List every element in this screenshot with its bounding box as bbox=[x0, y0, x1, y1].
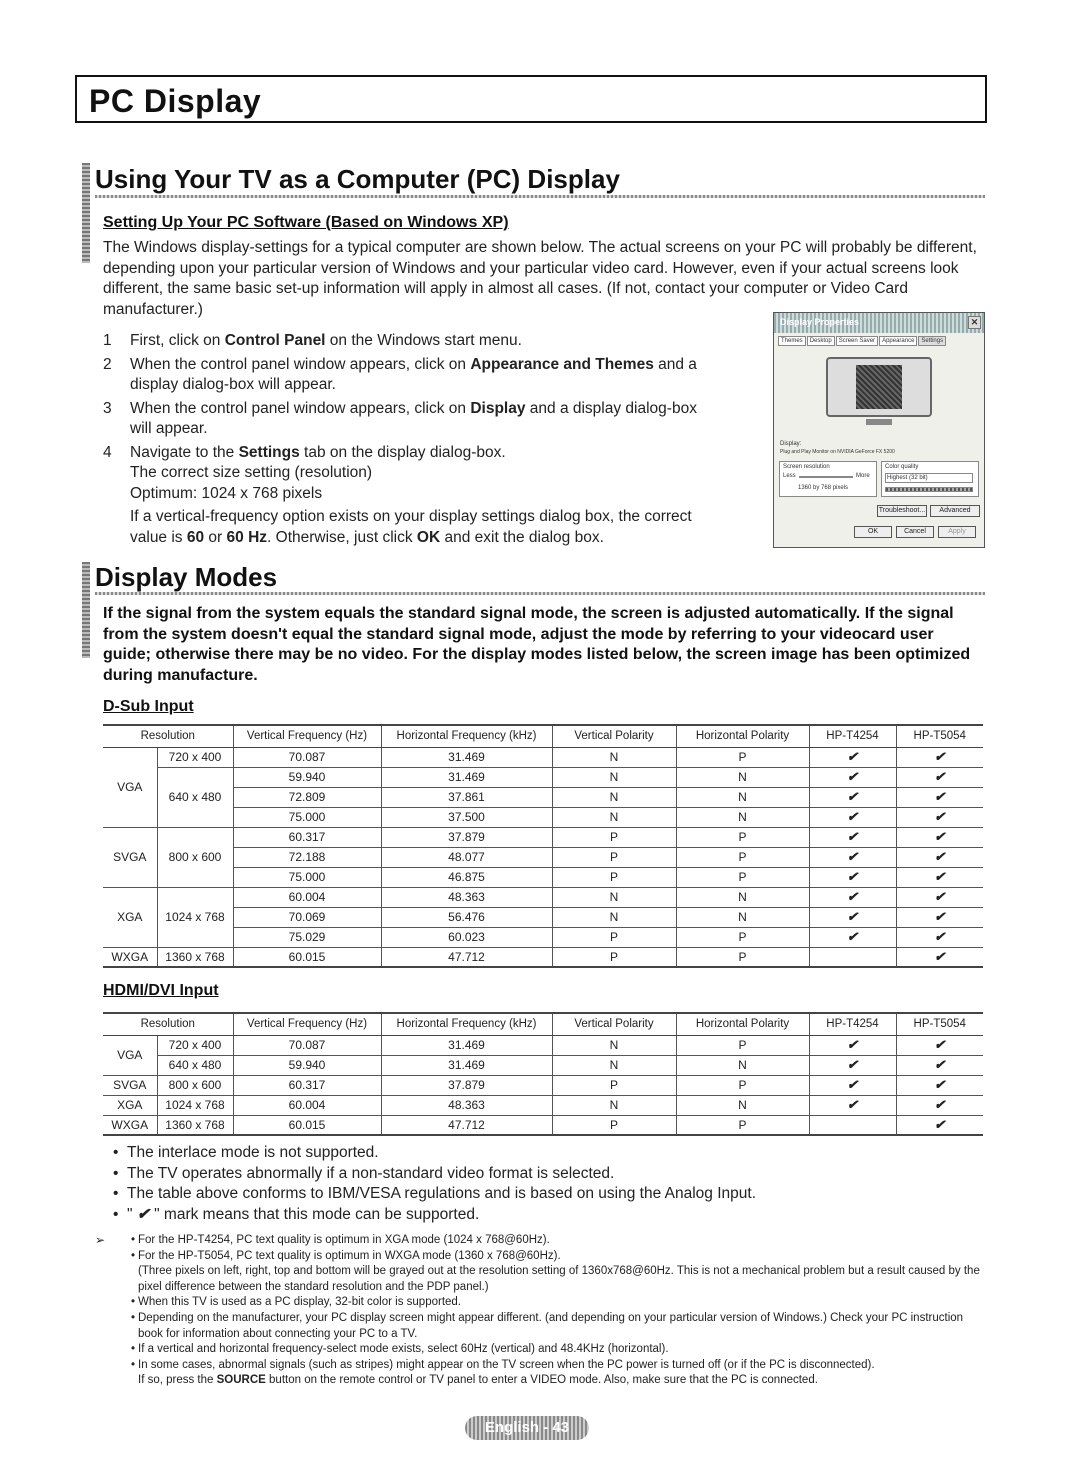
step-3 bbox=[103, 399, 713, 440]
check-icon: ✔ bbox=[896, 1115, 983, 1135]
hf-cell: 31.469 bbox=[381, 767, 552, 787]
step-number: 3 bbox=[103, 399, 112, 417]
vp-cell: N bbox=[552, 807, 676, 827]
section-rule bbox=[95, 592, 985, 595]
vf-cell: 75.000 bbox=[233, 807, 381, 827]
note-item: • The table above conforms to IBM/VESA regulations and is based on using the Analog Input. bbox=[113, 1184, 756, 1205]
vf-cell: 60.317 bbox=[233, 827, 381, 847]
color-value: Highest (32 bit) bbox=[887, 475, 928, 481]
check-icon: ✔ bbox=[896, 1075, 983, 1095]
small-note: • For the HP-T4254, PC text quality is optimum in XGA mode (1024 x 768@60Hz). bbox=[95, 1233, 985, 1249]
table-row bbox=[103, 887, 983, 907]
check-icon: ✔ bbox=[896, 927, 983, 947]
check-icon bbox=[809, 1115, 896, 1135]
small-notes bbox=[95, 1233, 985, 1389]
check-icon: ✔ bbox=[809, 927, 896, 947]
section-bar bbox=[82, 163, 90, 263]
col-hp-t5054: HP-T5054 bbox=[896, 1013, 983, 1035]
step-1 bbox=[103, 331, 713, 352]
vf-cell: 70.087 bbox=[233, 1035, 381, 1055]
col-vertical-polarity: Vertical Polarity bbox=[552, 1013, 676, 1035]
troubleshoot-button[interactable]: Troubleshoot... bbox=[877, 505, 927, 517]
mode-cell: VGA bbox=[103, 1035, 157, 1075]
hf-cell: 48.077 bbox=[381, 847, 552, 867]
vf-cell: 70.087 bbox=[233, 747, 381, 767]
hp-cell: N bbox=[676, 767, 809, 787]
vp-cell: N bbox=[552, 1095, 676, 1115]
col-vertical-frequency: Vertical Frequency (Hz) bbox=[233, 725, 381, 747]
note-text: If so, press the bbox=[138, 1374, 217, 1387]
check-icon: ✔ bbox=[809, 747, 896, 767]
note-item: • The TV operates abnormally if a non-standard video format is selected. bbox=[113, 1164, 756, 1185]
section-heading-modes: Display Modes bbox=[95, 562, 278, 592]
dsub-modes-table bbox=[103, 724, 983, 968]
hf-cell: 31.469 bbox=[381, 747, 552, 767]
more-label: More bbox=[856, 473, 870, 479]
table-row bbox=[103, 847, 983, 867]
vf-cell: 60.317 bbox=[233, 1075, 381, 1095]
res-cell: 720 x 400 bbox=[157, 1035, 233, 1055]
col-horizontal-polarity: Horizontal Polarity bbox=[676, 725, 809, 747]
note-text: . Otherwise, just click bbox=[267, 528, 417, 546]
check-icon: ✔ bbox=[809, 1095, 896, 1115]
hp-cell: P bbox=[676, 947, 809, 967]
less-label: Less bbox=[783, 473, 796, 479]
hp-cell: P bbox=[676, 847, 809, 867]
res-cell: 1360 x 768 bbox=[157, 1115, 233, 1135]
col-hp-t4254: HP-T4254 bbox=[809, 1013, 896, 1035]
table-row bbox=[103, 1055, 983, 1075]
col-hp-t4254: HP-T4254 bbox=[809, 725, 896, 747]
res-cell: 1024 x 768 bbox=[157, 1095, 233, 1115]
step-2 bbox=[103, 355, 713, 396]
step-number: 2 bbox=[103, 355, 112, 373]
step-number: 1 bbox=[103, 332, 112, 349]
apply-button[interactable]: Apply bbox=[938, 526, 976, 538]
check-icon: ✔ bbox=[896, 907, 983, 927]
hdmi-modes-table bbox=[103, 1012, 983, 1136]
check-icon: ✔ bbox=[809, 767, 896, 787]
page-number: English - 43 bbox=[465, 1416, 589, 1440]
check-icon: ✔ bbox=[809, 907, 896, 927]
notes-list bbox=[113, 1143, 756, 1225]
vp-cell: P bbox=[552, 827, 676, 847]
close-icon[interactable]: ✕ bbox=[968, 316, 981, 329]
intro-paragraph: The Windows display-settings for a typical computer are shown below. The actual screens on your PC will probably be different, depending upon your particular version of Windows and your particular video card. However, even if your actual screens look different, the same basic set-up information will apply in almost all cases. (If not, contact your computer or Video Card manufacturer.) bbox=[103, 239, 977, 318]
table-row bbox=[103, 1075, 983, 1095]
note-bold: 60 Hz bbox=[226, 528, 268, 546]
tab-screen-saver[interactable]: Screen Saver bbox=[836, 336, 878, 346]
table-row bbox=[103, 927, 983, 947]
resolution-slider[interactable] bbox=[799, 476, 853, 478]
vp-cell: N bbox=[552, 907, 676, 927]
mode-cell: SVGA bbox=[103, 1075, 157, 1095]
check-icon: ✔ bbox=[896, 787, 983, 807]
res-cell: 640 x 480 bbox=[157, 767, 233, 827]
step-text: First, click on bbox=[130, 332, 225, 349]
color-label: Color quality bbox=[885, 464, 919, 470]
table-row bbox=[103, 827, 983, 847]
advanced-button[interactable]: Advanced bbox=[930, 505, 980, 517]
res-cell: 1024 x 768 bbox=[157, 887, 233, 947]
dialog-title: Display Properties bbox=[780, 317, 860, 327]
hf-cell: 46.875 bbox=[381, 867, 552, 887]
check-icon: ✔ bbox=[809, 867, 896, 887]
vf-cell: 60.004 bbox=[233, 887, 381, 907]
cancel-button[interactable]: Cancel bbox=[896, 526, 934, 538]
vf-cell: 59.940 bbox=[233, 767, 381, 787]
step-text: When the control panel window appears, click on bbox=[130, 399, 471, 417]
note-bold: OK bbox=[416, 528, 441, 546]
vp-cell: N bbox=[552, 747, 676, 767]
vp-cell: P bbox=[552, 947, 676, 967]
vp-cell: P bbox=[552, 847, 676, 867]
vf-cell: 75.000 bbox=[233, 867, 381, 887]
tab-themes[interactable]: Themes bbox=[778, 336, 806, 346]
display-value: Plug and Play Monitor on NVIDIA GeForce FX 5200 bbox=[780, 449, 895, 455]
vf-cell: 72.188 bbox=[233, 847, 381, 867]
vp-cell: N bbox=[552, 1055, 676, 1075]
small-note: • In some cases, abnormal signals (such as stripes) might appear on the TV screen when the PC power is turned off (or if the PC is disconnected). bbox=[95, 1358, 985, 1374]
note-bold: 60 bbox=[186, 528, 205, 546]
hp-cell: P bbox=[676, 747, 809, 767]
hf-cell: 31.469 bbox=[381, 1035, 552, 1055]
hp-cell: P bbox=[676, 867, 809, 887]
hp-cell: N bbox=[676, 907, 809, 927]
step-text: and a display dialog-box will appear. bbox=[130, 355, 697, 393]
tab-settings[interactable]: Settings bbox=[918, 336, 946, 346]
resolution-value: 1360 by 768 pixels bbox=[798, 485, 849, 491]
mode-cell: XGA bbox=[103, 887, 157, 947]
col-horizontal-frequency: Horizontal Frequency (kHz) bbox=[381, 1013, 552, 1035]
dsub-input-title: D-Sub Input bbox=[103, 698, 194, 715]
check-icon: ✔ bbox=[896, 887, 983, 907]
mode-cell: VGA bbox=[103, 747, 157, 827]
col-horizontal-polarity: Horizontal Polarity bbox=[676, 1013, 809, 1035]
step-bold: Appearance and Themes bbox=[470, 355, 654, 373]
res-cell: 720 x 400 bbox=[157, 747, 233, 767]
check-icon: ✔ bbox=[809, 1055, 896, 1075]
vp-cell: N bbox=[552, 1035, 676, 1055]
col-horizontal-frequency: Horizontal Frequency (kHz) bbox=[381, 725, 552, 747]
hf-cell: 37.879 bbox=[381, 827, 552, 847]
hf-cell: 56.476 bbox=[381, 907, 552, 927]
table-row bbox=[103, 747, 983, 767]
step-bold: Settings bbox=[238, 443, 300, 461]
vf-cell: 70.069 bbox=[233, 907, 381, 927]
small-note: • Depending on the manufacturer, your PC display screen might appear different. (and depending on your particular version of Windows.) Check your PC instruction book for information about connecting your PC to a TV. bbox=[95, 1311, 985, 1342]
check-icon: ✔ bbox=[896, 867, 983, 887]
vp-cell: N bbox=[552, 887, 676, 907]
vp-cell: P bbox=[552, 1115, 676, 1135]
vp-cell: N bbox=[552, 787, 676, 807]
modes-intro: If the signal from the system equals the standard signal mode, the screen is adjusted automatically. If the signal from the system doesn't equal the standard signal mode, adjust the mode by referring to your videocard user guide; otherwise there may be no video. For the display modes listed below, the screen image has been optimized during manufacture. bbox=[103, 605, 971, 684]
vf-cell: 72.809 bbox=[233, 787, 381, 807]
tab-desktop[interactable]: Desktop bbox=[807, 336, 835, 346]
hp-cell: P bbox=[676, 1075, 809, 1095]
check-icon: ✔ bbox=[809, 827, 896, 847]
table-row bbox=[103, 947, 983, 967]
note-text: button on the remote control or TV panel to enter a VIDEO mode. Also, make sure that the PC is connected. bbox=[265, 1374, 818, 1387]
hf-cell: 37.861 bbox=[381, 787, 552, 807]
table-row bbox=[103, 807, 983, 827]
section-heading-pc: Using Your TV as a Computer (PC) Display bbox=[95, 164, 620, 194]
small-note: • For the HP-T5054, PC text quality is optimum in WXGA mode (1360 x 768@60Hz). bbox=[95, 1249, 985, 1265]
ok-button[interactable]: OK bbox=[854, 526, 892, 538]
note-text: " mark means that this mode can be supported. bbox=[149, 1205, 480, 1223]
table-row bbox=[103, 787, 983, 807]
table-row bbox=[103, 907, 983, 927]
small-note: (Three pixels on left, right, top and bottom will be grayed out at the resolution setting of 1360x768@60Hz. This is not a mechanical problem but a result caused by the pixel difference between the standard resolution and the PDP panel.) bbox=[138, 1265, 980, 1293]
col-resolution: Resolution bbox=[103, 725, 233, 747]
check-icon: ✔ bbox=[809, 1035, 896, 1055]
res-cell: 640 x 480 bbox=[157, 1055, 233, 1075]
hp-cell: P bbox=[676, 1115, 809, 1135]
monitor-screen bbox=[856, 365, 902, 409]
vp-cell: P bbox=[552, 867, 676, 887]
hf-cell: 37.879 bbox=[381, 1075, 552, 1095]
hp-cell: N bbox=[676, 807, 809, 827]
display-label: Display: bbox=[780, 441, 802, 447]
step-4 bbox=[103, 443, 713, 549]
page-title: PC Display bbox=[89, 83, 262, 119]
steps-list bbox=[103, 331, 713, 551]
hf-cell: 31.469 bbox=[381, 1055, 552, 1075]
check-icon: ✔ bbox=[809, 787, 896, 807]
hp-cell: N bbox=[676, 787, 809, 807]
check-icon: ✔ bbox=[896, 1055, 983, 1075]
hf-cell: 47.712 bbox=[381, 947, 552, 967]
step4-optimum-line: Optimum: 1024 x 768 pixels bbox=[130, 484, 323, 502]
vf-cell: 59.940 bbox=[233, 1055, 381, 1075]
res-cell: 800 x 600 bbox=[157, 1075, 233, 1095]
step-text: When the control panel window appears, click on bbox=[130, 355, 471, 373]
small-note: • If a vertical and horizontal frequency-select mode exists, select 60Hz (vertical) and 48.4KHz (horizontal). bbox=[95, 1342, 985, 1358]
resolution-label: Screen resolution bbox=[783, 464, 830, 470]
step-text: Navigate to the bbox=[130, 443, 239, 461]
check-icon: ✔ bbox=[809, 887, 896, 907]
res-cell: 800 x 600 bbox=[157, 827, 233, 887]
check-icon: ✔ bbox=[896, 1095, 983, 1115]
color-bar bbox=[885, 487, 973, 492]
table-row bbox=[103, 1115, 983, 1135]
note-text: " bbox=[127, 1205, 137, 1223]
check-icon: ✔ bbox=[896, 1035, 983, 1055]
small-note-source bbox=[95, 1373, 985, 1389]
step-bold: Display bbox=[470, 399, 526, 417]
col-resolution: Resolution bbox=[103, 1013, 233, 1035]
hf-cell: 48.363 bbox=[381, 1095, 552, 1115]
step4-resolution-line: The correct size setting (resolution) bbox=[130, 464, 373, 481]
vp-cell: N bbox=[552, 767, 676, 787]
check-icon: ✔ bbox=[136, 1205, 150, 1223]
note-item: • The interlace mode is not supported. bbox=[113, 1143, 756, 1164]
check-icon: ✔ bbox=[809, 1075, 896, 1095]
hp-cell: P bbox=[676, 927, 809, 947]
tab-appearance[interactable]: Appearance bbox=[879, 336, 917, 346]
display-properties-dialog bbox=[773, 312, 985, 548]
vp-cell: P bbox=[552, 927, 676, 947]
vp-cell: P bbox=[552, 1075, 676, 1095]
page-title-box bbox=[75, 75, 987, 123]
vf-cell: 60.004 bbox=[233, 1095, 381, 1115]
check-icon: ✔ bbox=[896, 847, 983, 867]
check-icon: ✔ bbox=[896, 827, 983, 847]
check-icon: ✔ bbox=[896, 947, 983, 967]
mode-cell: SVGA bbox=[103, 827, 157, 887]
col-vertical-polarity: Vertical Polarity bbox=[552, 725, 676, 747]
hp-cell: N bbox=[676, 887, 809, 907]
section-bar bbox=[82, 562, 90, 658]
step-number: 4 bbox=[103, 443, 112, 461]
subheading-software: Setting Up Your PC Software (Based on Windows XP) bbox=[103, 214, 509, 231]
col-hp-t5054: HP-T5054 bbox=[896, 725, 983, 747]
vf-cell: 60.015 bbox=[233, 947, 381, 967]
check-icon: ✔ bbox=[896, 747, 983, 767]
hp-cell: N bbox=[676, 1095, 809, 1115]
monitor-stand bbox=[866, 419, 892, 425]
note-text: If a vertical-frequency option exists on your display settings dialog box, the correct value is bbox=[130, 508, 692, 546]
note-item-checkmark bbox=[113, 1205, 756, 1226]
step4-frequency-note bbox=[130, 507, 713, 548]
table-row bbox=[103, 867, 983, 887]
dialog-tabs bbox=[774, 333, 984, 346]
note-bold: SOURCE bbox=[216, 1374, 266, 1387]
mode-cell: WXGA bbox=[103, 947, 157, 967]
check-icon bbox=[809, 947, 896, 967]
monitor-icon bbox=[826, 357, 932, 417]
check-icon: ✔ bbox=[896, 767, 983, 787]
table-row bbox=[103, 1035, 983, 1055]
note-text: and exit the dialog box. bbox=[440, 528, 604, 546]
table-row bbox=[103, 767, 983, 787]
step-bold: Control Panel bbox=[224, 332, 326, 349]
vf-cell: 60.015 bbox=[233, 1115, 381, 1135]
hf-cell: 60.023 bbox=[381, 927, 552, 947]
hp-cell: N bbox=[676, 1055, 809, 1075]
vf-cell: 75.029 bbox=[233, 927, 381, 947]
hdmi-input-title: HDMI/DVI Input bbox=[103, 982, 219, 999]
small-note: • When this TV is used as a PC display, 32-bit color is supported. bbox=[95, 1295, 985, 1311]
hf-cell: 47.712 bbox=[381, 1115, 552, 1135]
check-icon: ✔ bbox=[809, 807, 896, 827]
hp-cell: P bbox=[676, 827, 809, 847]
mode-cell: WXGA bbox=[103, 1115, 157, 1135]
check-icon: ✔ bbox=[896, 807, 983, 827]
section-rule bbox=[95, 195, 985, 198]
dialog-title-bar bbox=[774, 313, 984, 333]
table-row bbox=[103, 1095, 983, 1115]
col-vertical-frequency: Vertical Frequency (Hz) bbox=[233, 1013, 381, 1035]
note-text: or bbox=[204, 528, 227, 546]
hp-cell: P bbox=[676, 1035, 809, 1055]
check-icon: ✔ bbox=[809, 847, 896, 867]
mode-cell: XGA bbox=[103, 1095, 157, 1115]
hf-cell: 48.363 bbox=[381, 887, 552, 907]
hf-cell: 37.500 bbox=[381, 807, 552, 827]
arrow-icon: ➢ bbox=[95, 1233, 106, 1247]
step-text: on the Windows start menu. bbox=[325, 332, 522, 349]
res-cell: 1360 x 768 bbox=[157, 947, 233, 967]
step-text: tab on the display dialog-box. bbox=[299, 443, 506, 461]
step-text: and a display dialog-box will appear. bbox=[130, 399, 697, 437]
